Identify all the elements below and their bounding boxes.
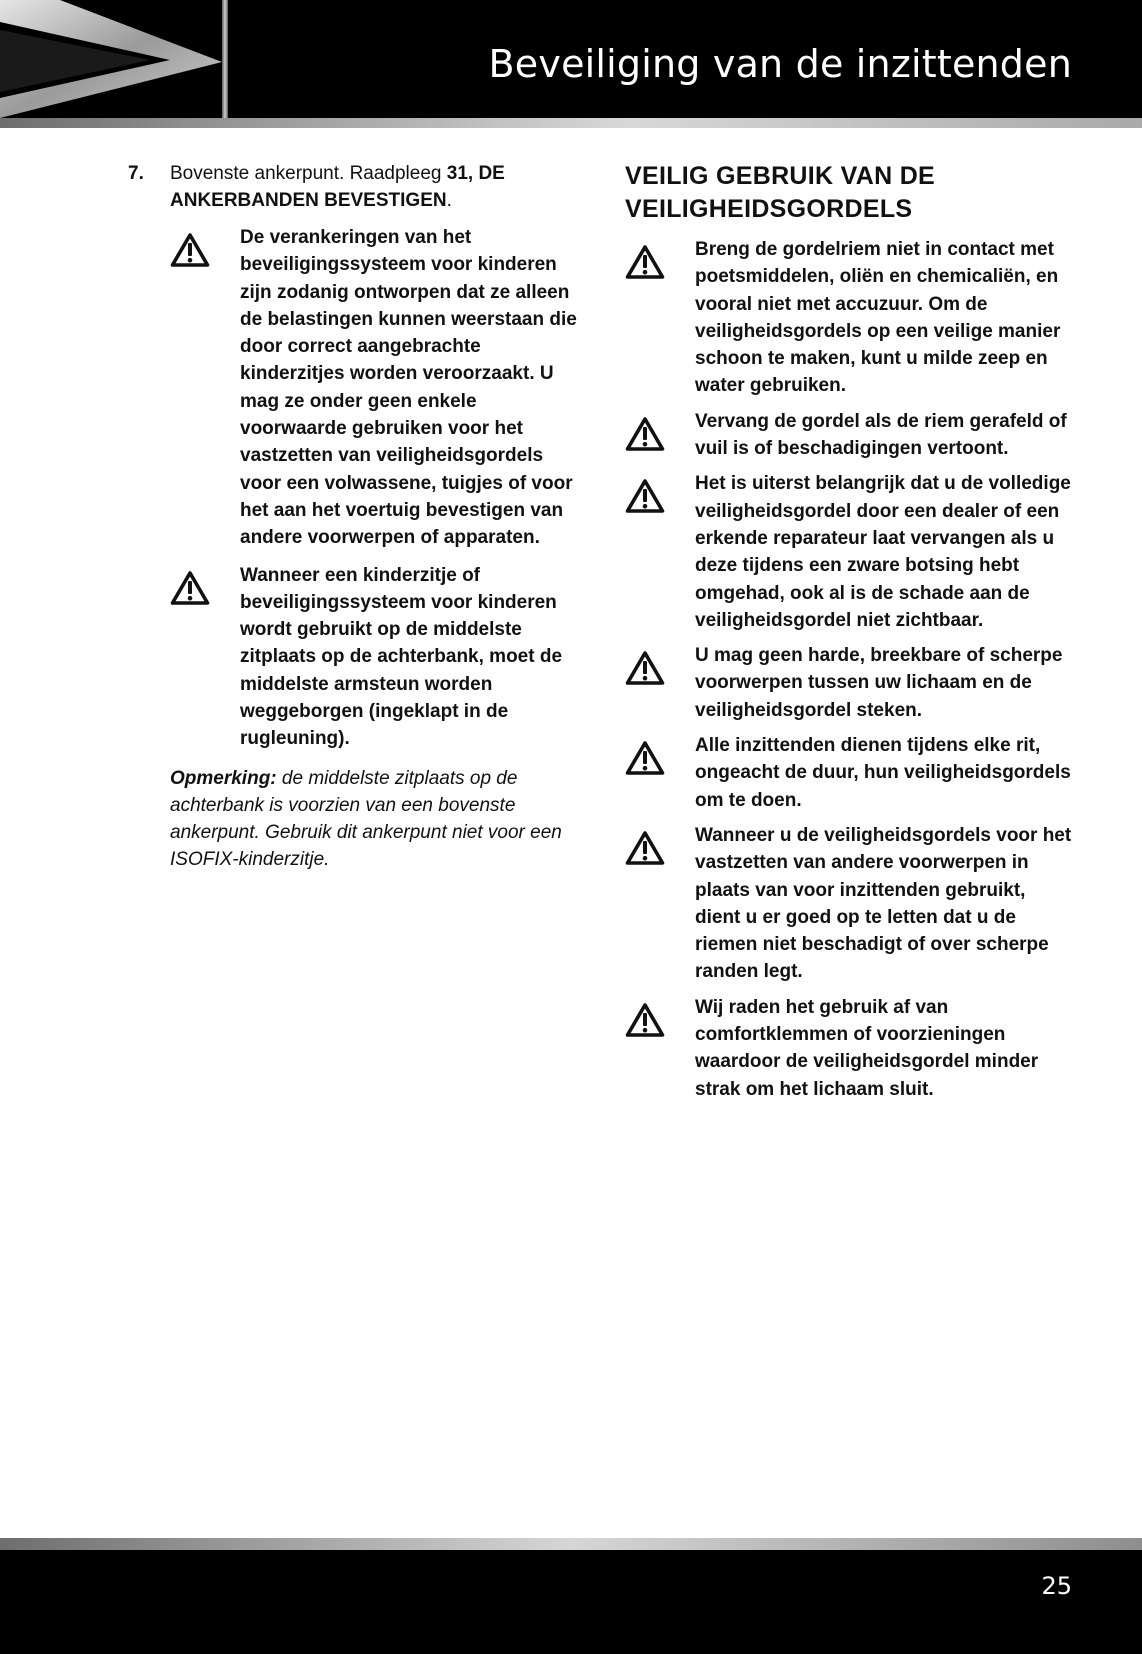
left-column — [128, 160, 588, 873]
chevron-graphic — [0, 0, 222, 118]
section-title — [625, 160, 1075, 226]
warning-text: Wanneer u de veiligheidsgordels voor het vastzetten van andere voorwerpen in plaats van voor inzittenden gebruikt, dient u er goed op te letten dat u de riemen niet beschadigt of over scherpe randen legt. — [695, 824, 1072, 983]
page-footer — [0, 1538, 1142, 1654]
warning-block — [625, 822, 1075, 986]
warning-block — [625, 236, 1075, 400]
warning-text: De verankeringen van het beveiligingssysteem voor kinderen zijn zodanig ontworpen dat ze alleen de belastingen kunnen weerstaan die door correct aangebrachte kinderzitjes worden veroorzaakt. U mag ze onder geen enkele voorwaarde gebruiken voor het vastzetten van veiligheidsgordels voor een volwassene, tuigjes of voor het aan het voertuig bevestigen van andere voorwerpen of apparaten. — [240, 227, 577, 549]
section-title-line1: VEILIG GEBRUIK VAN DE — [625, 162, 936, 190]
header-strip — [0, 118, 1142, 128]
step-ref-number: 31, DE — [446, 163, 505, 184]
warning-text: Breng de gordelriem niet in contact met poetsmiddelen, oliën en chemicaliën, en vooral niet met accuzuur. Om de veiligheidsgordels op een veilige manier schoon te maken, kunt u milde zeep en water gebruiken. — [695, 239, 1061, 397]
warning-icon — [625, 478, 665, 514]
warning-icon — [625, 650, 665, 686]
step-ref-title: ANKERBANDEN BEVESTIGEN — [170, 190, 447, 211]
warning-icon — [170, 232, 210, 268]
note-text: de middelste zitplaats op de achterbank is voorzien van een bovenste ankerpunt. Gebruik dit ankerpunt niet voor een ISOFIX-kinderzitje. — [170, 767, 562, 870]
warning-text: U mag geen harde, breekbare of scherpe voorwerpen tussen uw lichaam en de veiligheidsgordel steken. — [695, 645, 1063, 721]
warning-icon — [625, 740, 665, 776]
warning-block — [128, 562, 588, 753]
warning-icon — [625, 1002, 665, 1038]
right-column — [625, 160, 1075, 1103]
warning-block — [625, 470, 1075, 634]
footer-strip — [0, 1538, 1142, 1550]
warning-block — [625, 408, 1075, 463]
warning-block — [625, 642, 1075, 724]
warning-text: Wij raden het gebruik af van comfortklemmen of voorzieningen waardoor de veiligheidsgordel minder strak om het lichaam sluit. — [695, 996, 1039, 1100]
step-7 — [128, 160, 588, 214]
warning-icon — [625, 830, 665, 866]
note — [128, 765, 588, 873]
section-title-line2: VEILIGHEIDSGORDELS — [625, 195, 913, 223]
warning-icon — [625, 416, 665, 452]
warning-icon — [170, 570, 210, 606]
warning-text: Wanneer een kinderzitje of beveiligingssysteem voor kinderen wordt gebruikt op de middelste zitplaats op de achterbank, moet de middelste armsteun worden weggeborgen (ingeklapt in de rugleuning). — [240, 564, 563, 750]
page-number: 25 — [1041, 1572, 1072, 1600]
warning-block — [625, 994, 1075, 1103]
step-text: Bovenste ankerpunt. Raadpleeg — [170, 163, 447, 184]
warning-text: Het is uiterst belangrijk dat u de volledige veiligheidsgordel door een dealer of een erkende reparateur laat vervangen als u deze tijdens een zware botsing hebt omgehad, ook al is de schade aan de veiligheidsgordel niet zichtbaar. — [695, 473, 1071, 631]
warning-text: Vervang de gordel als de riem gerafeld of vuil is of beschadigingen vertoont. — [695, 410, 1067, 460]
warning-block — [128, 224, 588, 552]
warning-text: Alle inzittenden dienen tijdens elke rit, ongeacht de duur, hun veiligheidsgordels om te doen. — [695, 735, 1071, 811]
page-header — [0, 0, 1142, 128]
warning-block — [625, 732, 1075, 814]
header-divider — [222, 0, 228, 118]
note-label: Opmerking: — [170, 767, 277, 789]
page-title: Beveiliging van de inzittenden — [488, 42, 1072, 86]
step-number: 7. — [128, 163, 144, 184]
step-end: . — [446, 190, 452, 211]
warning-icon — [625, 244, 665, 280]
